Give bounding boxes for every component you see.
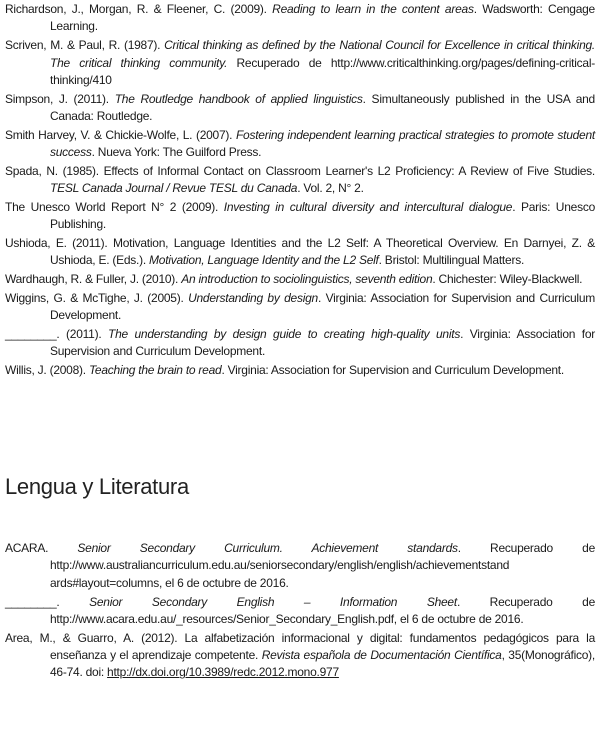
reference-text: . Wadsworth: Cengage Learning. <box>50 2 595 34</box>
reference-entry <box>5 37 595 89</box>
reference-text: . Vol. 2, N° 2. <box>297 181 364 196</box>
reference-title: Fostering independent learning practical strategies to promote student success <box>50 127 595 160</box>
reference-text: . Chichester: Wiley-Blackwell. <box>432 272 583 287</box>
reference-text: Wiggins, G. & McTighe, J. (2005). <box>5 290 189 305</box>
reference-text: Recuperado de http://www.criticalthinking.org/pages/defining-critical-thinking/410 <box>50 55 595 87</box>
reference-entry <box>5 362 595 379</box>
reference-text: The Unesco World Report N° 2 (2009). <box>5 199 224 214</box>
reference-text: Wardhaugh, R. & Fuller, J. (2010). <box>5 272 182 287</box>
reference-text: . Paris: Unesco Publishing. <box>50 199 595 232</box>
reference-entry <box>5 326 595 361</box>
reference-text: Ushioda, E. (2011). Motivation, Language Identities and the L2 Self: A Theoretical Overview. En Darnyei, Z. & Ushioda, E. (Eds.). <box>5 236 595 268</box>
reference-text: . Recuperado de http://www.australiancurriculum.edu.au/seniorsecondary/english/english/achievementstand ards#layout=columns, el 6 de octubre de 2016. <box>50 541 595 590</box>
reference-title: The understanding by design guide to creating high-quality units <box>108 326 461 341</box>
reference-entry <box>5 594 595 629</box>
section-heading: Lengua y Literatura <box>5 474 189 499</box>
doi-link[interactable]: http://dx.doi.org/10.3989/redc.2012.mono.977 <box>107 665 339 680</box>
reference-title: Teaching the brain to read <box>88 363 222 378</box>
reference-text: . Virginia: Association for Supervision and Curriculum Development. <box>221 363 564 378</box>
references-list-lengua <box>5 540 595 683</box>
reference-text: Simpson, J. (2011). <box>5 91 115 106</box>
reference-title: Senior Secondary Curriculum. Achievement standards <box>77 541 458 555</box>
reference-title: TESL Canada Journal / Revue TESL du Canada <box>50 181 298 196</box>
reference-text: , 35(Monográfico), 46-74. doi: <box>50 648 595 680</box>
reference-text: ACARA. <box>5 541 78 555</box>
reference-title: Reading to learn in the content areas <box>272 2 474 16</box>
references-list <box>5 1 595 381</box>
reference-title: An introduction to sociolinguistics, seventh edition <box>181 272 433 287</box>
reference-entry <box>5 235 595 270</box>
reference-entry <box>5 290 595 325</box>
reference-text: ________. (2011). <box>5 326 108 341</box>
reference-text: Area, M., & Guarro, A. (2012). La alfabetización informacional y digital: fundamentos pedagógicos para la enseñanza y el aprendizaje competente. <box>5 630 595 663</box>
reference-title: Revista española de Documentación Científica <box>261 648 502 663</box>
reference-text: Spada, N. (1985). Effects of Informal Contact on Classroom Learner's L2 Proficiency: A Review of Five Studies. <box>5 163 595 178</box>
reference-title: Senior Secondary English – Information Sheet <box>89 594 457 609</box>
reference-entry <box>5 91 595 126</box>
reference-text: . Virginia: Association for Supervision and Curriculum Development. <box>50 326 595 359</box>
reference-entry <box>5 163 595 198</box>
reference-entry <box>5 127 595 162</box>
reference-text: ________. <box>5 594 90 609</box>
reference-text: Willis, J. (2008). <box>5 363 89 378</box>
reference-entry <box>5 199 595 234</box>
reference-title: Critical thinking as defined by the National Council for Excellence in critical thinking. The critical thinking community. <box>50 38 595 70</box>
reference-entry <box>5 1 595 36</box>
reference-title: Understanding by design <box>188 290 318 305</box>
reference-text: Smith Harvey, V. & Chickie-Wolfe, L. (2007). <box>5 127 236 142</box>
reference-entry <box>5 271 595 288</box>
reference-entry <box>5 630 595 682</box>
reference-text: . Virginia: Association for Supervision and Curriculum Development. <box>50 290 595 323</box>
reference-title: Motivation, Language Identity and the L2 Self <box>149 253 379 268</box>
reference-title: Investing in cultural diversity and intercultural dialogue <box>223 199 513 214</box>
reference-text: Richardson, J., Morgan, R. & Fleener, C. (2009). <box>5 2 273 16</box>
reference-text: . Nueva York: The Guilford Press. <box>91 145 262 160</box>
reference-text: Scriven, M. & Paul, R. (1987). <box>5 38 165 53</box>
reference-text: . Bristol: Multilingual Matters. <box>378 253 525 268</box>
reference-text: . Simultaneously published in the USA and Canada: Routledge. <box>50 91 595 124</box>
reference-entry <box>5 540 595 592</box>
reference-text: . Recuperado de http://www.acara.edu.au/_resources/Senior_Secondary_English.pdf, el 6 de octubre de 2016. <box>50 594 596 626</box>
reference-title: The Routledge handbook of applied linguistics <box>114 91 363 106</box>
